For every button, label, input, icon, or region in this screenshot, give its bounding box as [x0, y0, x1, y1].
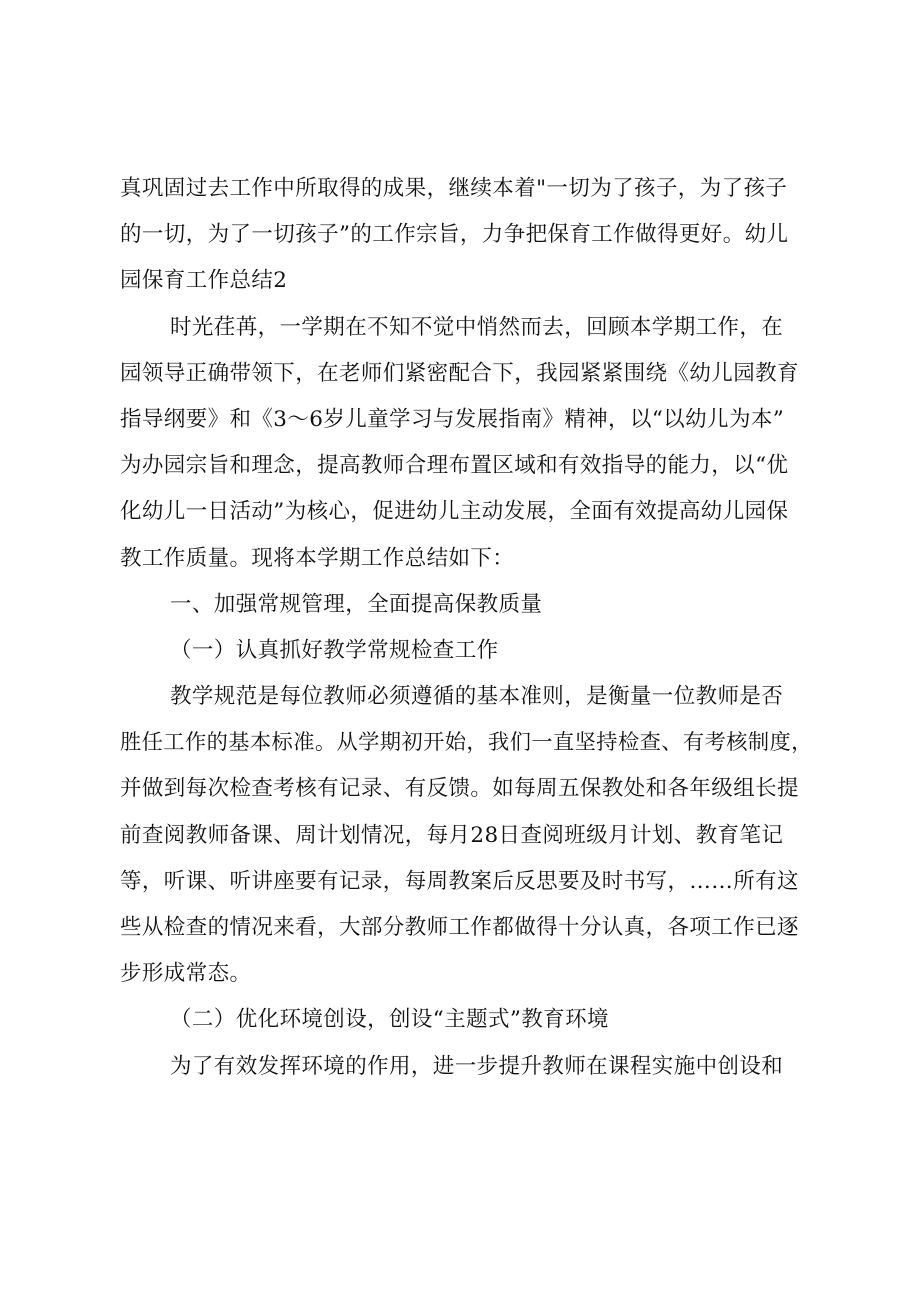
text-line: 为了有效发挥环境的作用，进一步提升教师在课程实施中创设和 [170, 1053, 784, 1079]
text-line: 真巩固过去工作中所取得的成果，继续本着"一切为了孩子，为了孩子 [120, 176, 788, 201]
text-line: 一、加强常规管理，全面提高保教质量 [170, 591, 543, 617]
text-line: 为办园宗旨和理念，提高教师合理布置区域和有效指导的能力，以“优 [120, 453, 789, 479]
text-line: 园领导正确带领下，在老师们紧密配合下，我园紧紧围绕《幼儿园教育 [120, 360, 799, 386]
text-line: 教学规范是每位教师必须遵循的基本准则，是衡量一位教师是否 [170, 684, 784, 710]
text-line: 指导纲要》和《3～6岁儿童学习与发展指南》精神，以“以幼儿为本” [120, 406, 785, 432]
text-line: （一）认真抓好教学常规检查工作 [170, 637, 499, 663]
text-line: 园保育工作总结2 [120, 268, 288, 294]
text-line: 步形成常态。 [120, 961, 252, 987]
text-line: 些从检查的情况来看，大部分教师工作都做得十分认真，各项工作已逐 [120, 915, 799, 940]
text-line: 胜任工作的基本标准。从学期初开始，我们一直坚持检查、有考核制度， [120, 730, 813, 756]
text-line: （二）优化环境创设，创设“主题式”教育环境 [170, 1007, 609, 1033]
text-line: 并做到每次检查考核有记录、有反馈。如每周五保教处和各年级组长提 [120, 776, 799, 802]
text-line: 化幼儿一日活动”为核心，促进幼儿主动发展，全面有效提高幼儿园保 [120, 499, 789, 525]
text-line: 教工作质量。现将本学期工作总结如下： [120, 545, 515, 571]
document-body [120, 166, 820, 1090]
text-line: 前查阅教师备课、周计划情况，每月28日查阅班级月计划、教育笔记 [120, 822, 784, 848]
text-line: 的一切，为了一切孩子”的工作宗旨，力争把保育工作做得更好。幼儿 [120, 222, 789, 248]
text-line: 等，听课、听讲座要有记录，每周教案后反思要及时书写，……所有这 [120, 868, 799, 894]
text-line: 时光荏苒，一学期在不知不觉中悄然而去，回顾本学期工作，在 [170, 314, 784, 340]
